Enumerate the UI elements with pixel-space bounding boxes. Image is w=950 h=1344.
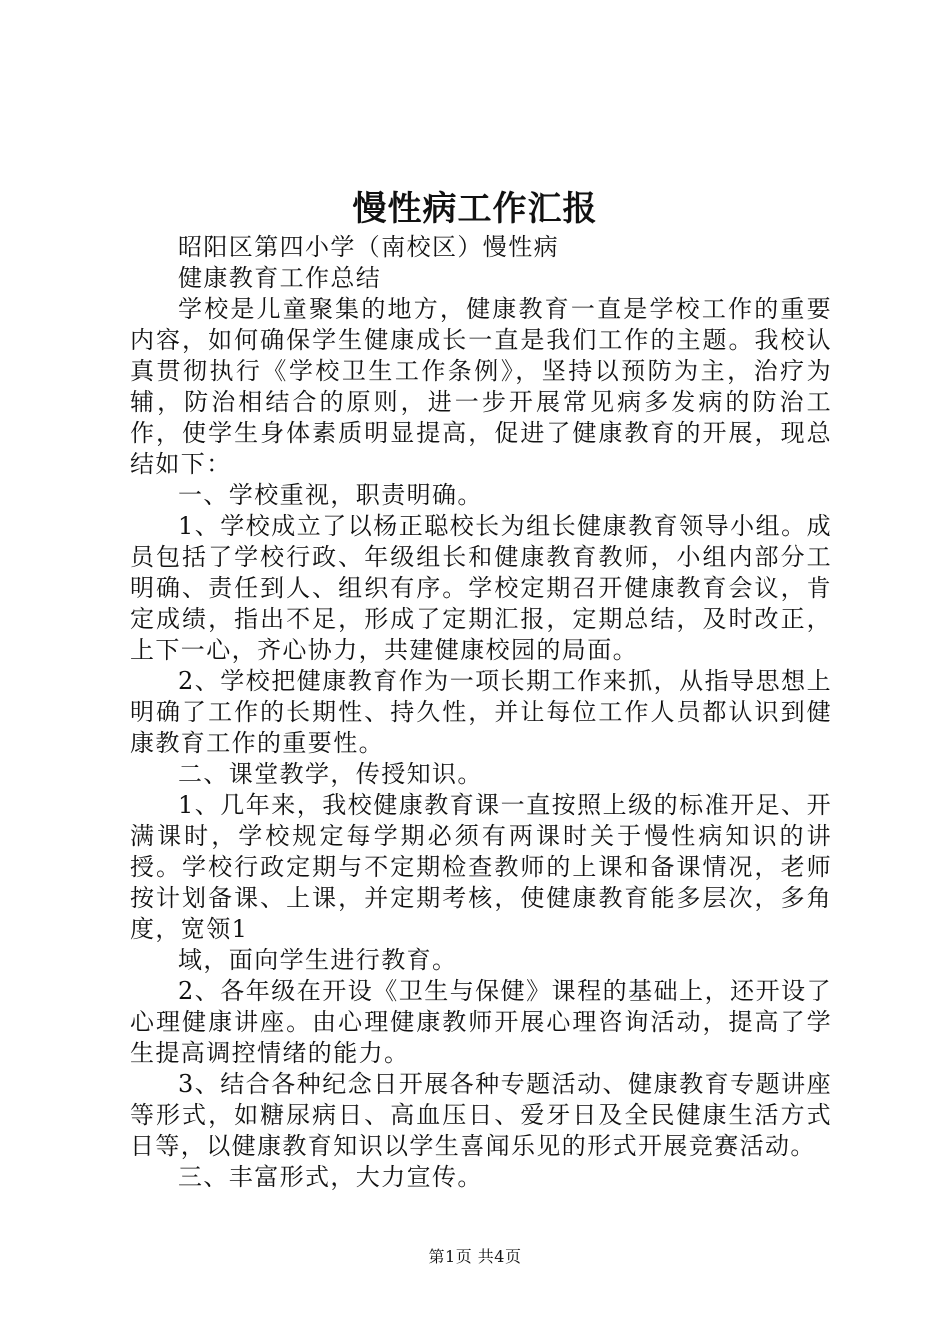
body-paragraph: 一、学校重视，职责明确。 bbox=[178, 481, 483, 509]
document-title: 慢性病工作汇报 bbox=[352, 189, 598, 229]
body-paragraph: 域，面向学生进行教育。 bbox=[178, 946, 458, 974]
body-paragraph: 学校是儿童聚集的地方，健康教育一直是学校工作的重要内容，如何确保学生健康成长一直是我们工作的主题。我校认真贯彻执行《学校卫生工作条例》，坚持以预防为主，治疗为辅，防治相结合的原则，进一步开展常见病多发病的防治工作，使学生身体素质明显提高，促进了健康教育的开展，现总结如下： bbox=[130, 295, 832, 478]
body-paragraph: 二、课堂教学，传授知识。 bbox=[178, 760, 483, 788]
body-paragraph: 健康教育工作总结 bbox=[178, 264, 382, 292]
body-paragraph: 2、各年级在开设《卫生与保健》课程的基础上，还开设了心理健康讲座。由心理健康教师开展心理咨询活动，提高了学生提高调控情绪的能力。 bbox=[130, 977, 832, 1067]
document-body bbox=[130, 232, 832, 1193]
page-number-footer: 第1页 共4页 bbox=[428, 1247, 522, 1266]
body-paragraph: 1、学校成立了以杨正聪校长为组长健康教育领导小组。成员包括了学校行政、年级组长和健康教育教师，小组内部分工明确、责任到人、组织有序。学校定期召开健康教育会议，肯定成绩，指出不足，形成了定期汇报，定期总结，及时改正，上下一心，齐心协力，共建健康校园的局面。 bbox=[130, 512, 832, 664]
body-paragraph: 三、丰富形式，大力宣传。 bbox=[178, 1163, 483, 1191]
body-paragraph: 1、几年来，我校健康教育课一直按照上级的标准开足、开满课时，学校规定每学期必须有两课时关于慢性病知识的讲授。学校行政定期与不定期检查教师的上课和备课情况，老师按计划备课、上课，并定期考核，使健康教育能多层次，多角度，宽领1 bbox=[130, 791, 832, 943]
body-paragraph: 3、结合各种纪念日开展各种专题活动、健康教育专题讲座等形式，如糖尿病日、高血压日、爱牙日及全民健康生活方式日等，以健康教育知识以学生喜闻乐见的形式开展竞赛活动。 bbox=[130, 1070, 832, 1160]
body-paragraph: 2、学校把健康教育作为一项长期工作来抓，从指导思想上明确了工作的长期性、持久性，并让每位工作人员都认识到健康教育工作的重要性。 bbox=[130, 667, 832, 757]
body-paragraph: 昭阳区第四小学（南校区）慢性病 bbox=[178, 233, 559, 261]
